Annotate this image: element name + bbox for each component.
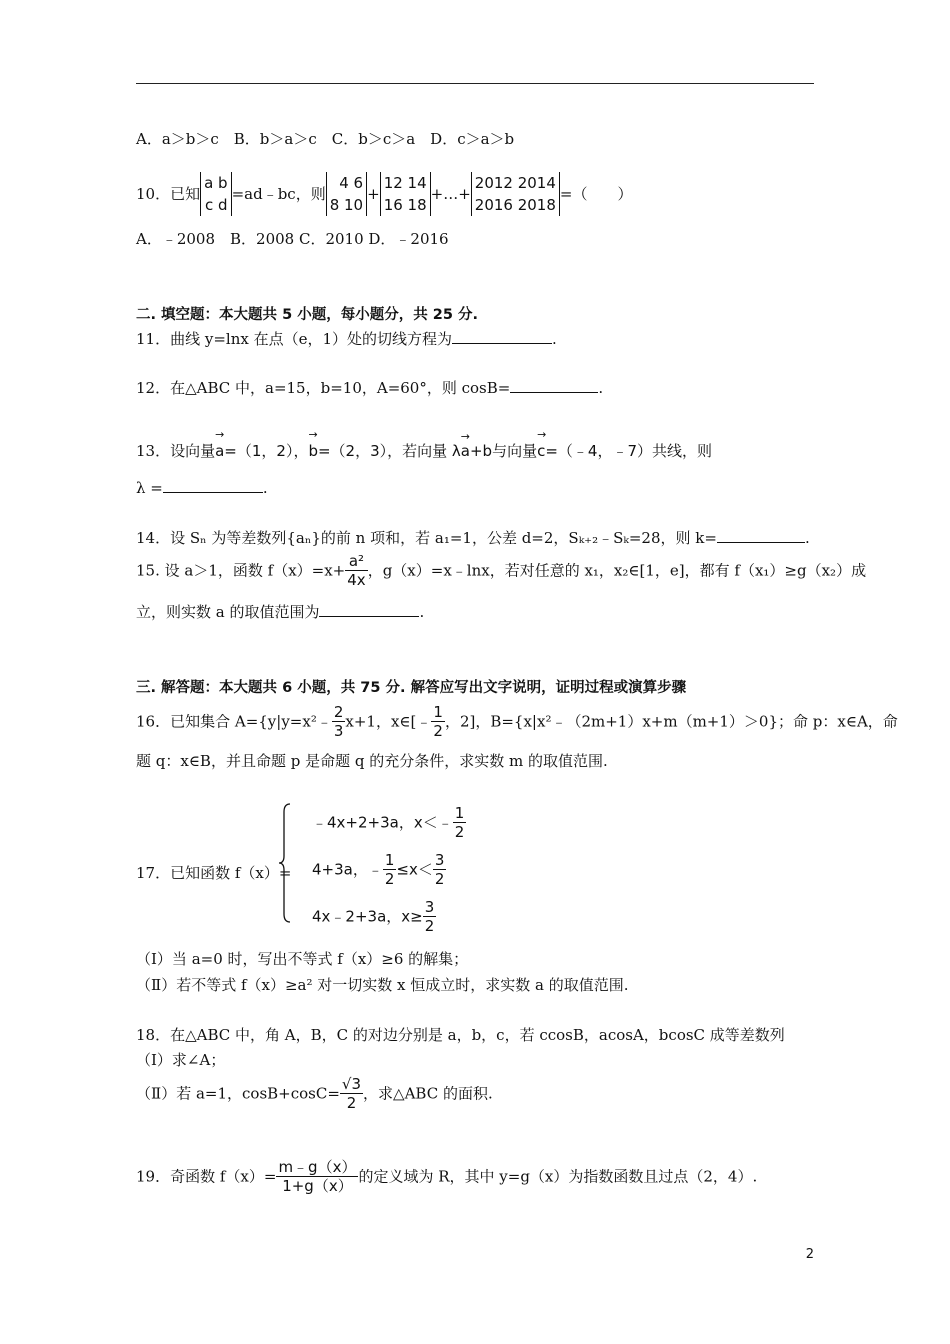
header-rule [136,83,814,84]
q16-frac-1 [332,703,346,740]
q13-vector-c: → c=（﹣4，﹣7）共线，则 [537,440,712,461]
q19-fraction [276,1158,358,1195]
q11-blank [452,329,552,344]
q17-case1-num: 1 [454,804,465,822]
q13-vector-b: → b=（2，3），若向量 λ [308,440,460,461]
q13-vector-a: → a=（1，2）， [215,440,308,461]
q16-mid: x+1，x∈[﹣ [345,712,432,731]
q10-det-1: 4 6 8 10 [326,172,367,216]
q19-frac-num: m﹣g（x） [278,1158,357,1176]
q13-end: . [262,479,268,497]
q15-frac-den: 4x [347,571,366,589]
q17-case2-text: 4+3a，﹣ [312,860,383,879]
section-3-heading: 三. 解答题：本大题共 6 小题，共 75 分. 解答应写出文字说明，证明过程或演算步骤 [136,680,687,696]
question-19 [136,1158,757,1195]
question-14 [136,527,810,548]
q14-blank [717,528,805,543]
q18-line1: 18．在△ABC 中，角 A，B，C 的对边分别是 a，b，c，若 ccosB，acosA，bcosC 成等差数列 [136,1026,785,1044]
q10-plus: + [367,185,380,203]
q10-det-3: 2012 2014 2016 2018 [471,172,560,216]
q18-frac-num: √3 [341,1075,362,1093]
q17-case2-den2: 2 [434,870,445,888]
q15-blank [319,602,419,617]
q18-part2-post: ，求△ABC 的面积. [363,1084,493,1103]
question-13 [136,440,712,461]
q17-case-1 [312,804,466,841]
q17-case-3 [312,898,436,935]
q18-frac-den: 2 [346,1094,357,1112]
q17-case3-frac [423,898,437,935]
q15-frac-num: a² [345,552,367,571]
q15-fraction [345,552,367,589]
question-10 [136,172,632,216]
q17-part-1: （Ⅰ）当 a=0 时，写出不等式 f（x）≥6 的解集； [136,950,469,968]
q17-case2-ineq: ≤x＜ [396,860,433,879]
q17-part-2: （Ⅱ）若不等式 f（x）≥a² 对一切实数 x 恒成立时，求实数 a 的取值范围. [136,976,629,994]
question-12 [136,377,603,398]
q16-frac-2 [431,703,445,740]
q17-case1-frac [453,804,467,841]
question-16 [136,703,898,740]
q10-det-2: 12 14 16 18 [380,172,431,216]
question-15 [136,552,866,589]
q18-part-1: （Ⅰ）求∠A； [136,1051,226,1069]
q10-det-definition: a b c d [200,172,231,216]
q13-vector-sum: → a+b [461,442,492,460]
q15-end: . [419,603,425,621]
q16-f1-den: 3 [333,722,344,740]
q13-lambda: λ = [136,479,163,497]
q17-case2-frac1 [383,851,397,888]
q17-case3-den: 2 [424,917,435,935]
q17-piecewise-brace [278,802,292,924]
q16-pre: 16．已知集合 A={y|y=x²﹣ [136,712,332,731]
q9-choices: A．a＞b＞c B．b＞a＞c C．b＞c＞a D．c＞a＞b [136,130,515,148]
q10-prefix: 10．已知 [136,185,201,203]
page-number: 2 [805,1247,814,1262]
q14-end: . [804,529,810,547]
q11-text: 11．曲线 y=lnx 在点（e，1）处的切线方程为 [136,330,453,348]
q16-post: ，2]，B={x|x²﹣（2m+1）x+m（m+1）＞0}；命 p：x∈A，命 [444,712,898,731]
q12-text: 12．在△ABC 中，a=15，b=10，A=60°，则 cosB= [136,379,511,397]
q12-end: . [598,379,604,397]
q10-ellipsis: +…+ [430,185,471,203]
q19-frac-den: 1+g（x） [282,1177,353,1195]
q15-post: ，g（x）=x﹣lnx，若对任意的 x₁，x₂∈[1，e]，都有 f（x₁）≥g（x₂）成 [367,561,867,580]
section-2-heading: 二. 填空题：本大题共 5 小题，每小题分，共 25 分. [136,307,479,323]
q18-part-2 [136,1075,493,1112]
q13-pre: 13．设向量 [136,442,216,460]
q17-case-2 [312,851,446,888]
q17-case1-den: 2 [454,823,465,841]
q16-f2-den: 2 [433,722,443,740]
q16-f2-num: 1 [433,703,443,721]
q17-case1-text: ﹣4x+2+3a，x＜﹣ [312,813,453,832]
q16-f1-num: 2 [333,703,344,721]
q11-end: . [552,330,557,348]
q17-label: 17．已知函数 f（x）= [136,864,292,882]
question-11 [136,328,557,349]
q17-case2-num2: 3 [434,851,445,869]
q15-line2 [136,601,424,622]
q17-case2-den1: 2 [384,870,395,888]
q13-line2 [136,478,268,497]
q12-blank [510,378,598,393]
q18-fraction [340,1075,363,1112]
q15-pre: 15. 设 a＞1，函数 f（x）=x+ [136,561,346,580]
q17-case3-num: 3 [424,898,435,916]
q19-post: 的定义域为 R，其中 y=g（x）为指数函数且过点（2，4）. [358,1167,758,1186]
q19-pre: 19．奇函数 f（x）= [136,1167,277,1186]
q13-mid: 与向量 [492,442,538,460]
q10-options: A．﹣2008 B．2008 C．2010 D．﹣2016 [136,230,449,248]
q17-case3-text: 4x﹣2+3a，x≥ [312,907,423,926]
q13-blank [163,478,263,493]
q10-definition: =ad﹣bc，则 [231,185,326,203]
q16-line2: 题 q：x∈B，并且命题 p 是命题 q 的充分条件，求实数 m 的取值范围. [136,752,608,770]
q10-suffix: =（ ） [559,185,633,203]
q14-text: 14．设 Sₙ 为等差数列{aₙ}的前 n 项和，若 a₁=1，公差 d=2，Sₖ₊₂﹣Sₖ=28，则 k= [136,529,717,547]
q18-part2-pre: （Ⅱ）若 a=1，cosB+cosC= [136,1084,340,1103]
q17-case2-num1: 1 [384,851,395,869]
q17-case2-frac2 [433,851,447,888]
q15-line2-text: 立，则实数 a 的取值范围为 [136,603,320,621]
